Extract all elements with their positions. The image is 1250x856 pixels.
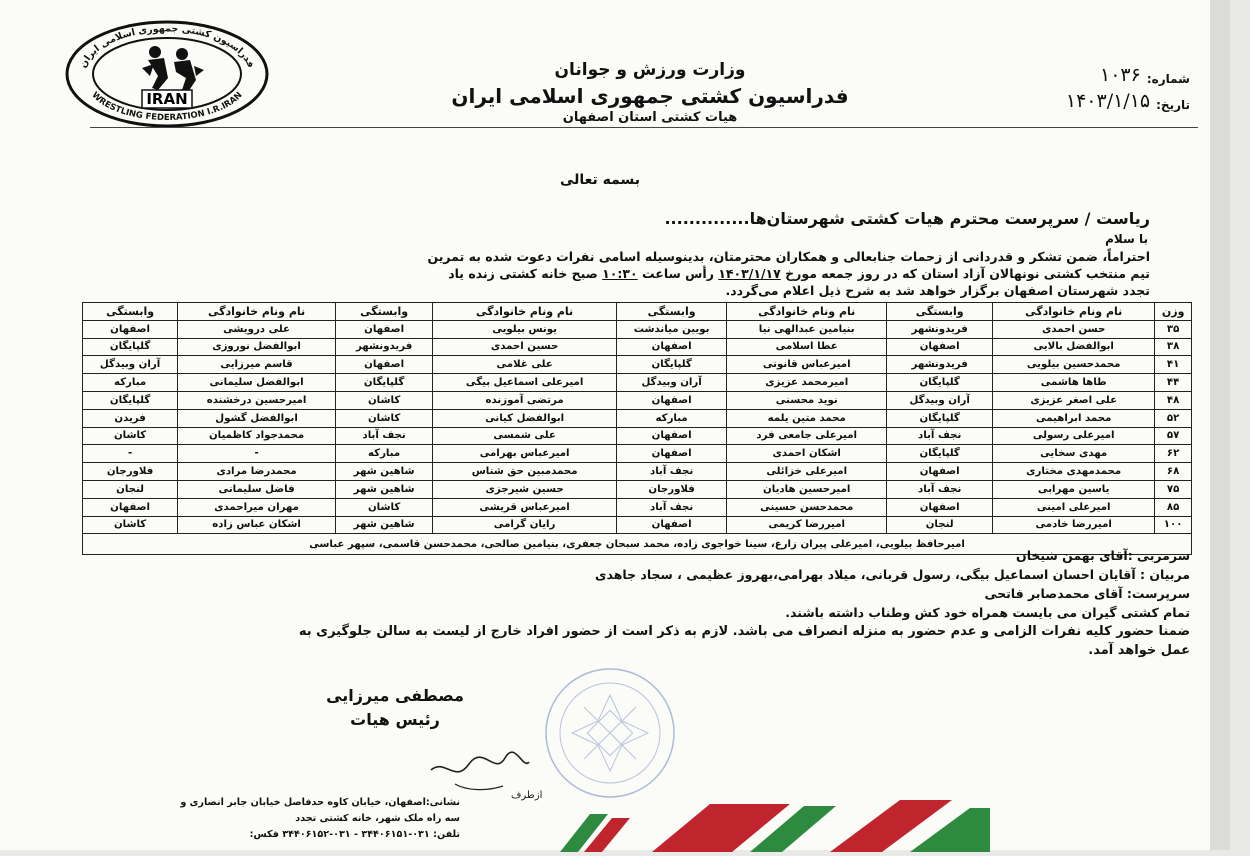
club-cell: کاشان [83, 427, 178, 445]
col-header: وابستگی [83, 303, 178, 321]
attendance-note-1: ضمنا حضور کلیه نفرات الزامی و عدم حضور به منزله انصراف می باشد. لازم به ذکر است از حضور افراد خارج از لیست به سالن جلوگیری به [298, 624, 1190, 639]
name-cell: امیرحسین هادیان [727, 480, 887, 498]
club-cell: فریدونشهر [335, 338, 432, 356]
club-cell: نجف آباد [616, 463, 726, 481]
name-cell: علی درویشی [178, 320, 336, 338]
club-cell: مبارکه [616, 409, 726, 427]
address-line-1: نشانی:اصفهان، خیابان کاوه حدفاصل خیابان جابر انصاری و [180, 797, 460, 808]
table-header-row [83, 303, 1192, 321]
club-cell: اصفهان [335, 320, 432, 338]
number-row [970, 60, 1190, 86]
roster-body [83, 320, 1192, 534]
club-cell: گلپایگان [887, 374, 993, 392]
club-cell: نجف آباد [887, 480, 993, 498]
attendance-note-2: عمل خواهد آمد. [1088, 643, 1190, 658]
club-cell: گلپایگان [887, 445, 993, 463]
name-cell: یاسین مهرابی [993, 480, 1155, 498]
table-row [83, 356, 1192, 374]
name-cell: محمدجواد کاظمیان [178, 427, 336, 445]
club-cell: گلپایگان [616, 356, 726, 374]
greeting: با سلام [1105, 232, 1148, 246]
paragraph-line-2 [50, 265, 1150, 282]
board-title: هیات کشتی استان اصفهان [562, 110, 738, 125]
letter-meta [970, 60, 1190, 112]
name-cell: محمد متین یلمه [727, 409, 887, 427]
name-cell: رایان گرامی [433, 516, 617, 534]
date-label: تاریخ: [1156, 98, 1190, 112]
roster-table [82, 302, 1192, 555]
name-cell: ابوالفضل نوروزی [178, 338, 336, 356]
name-cell: محمدرضا مرادی [178, 463, 336, 481]
bismillah: بسمه تعالی [559, 172, 641, 188]
date-row [970, 86, 1190, 112]
weight-cell: ۴۸ [1155, 391, 1192, 409]
signer-name: مصطفی میرزایی [326, 686, 464, 705]
club-cell: اصفهان [616, 445, 726, 463]
session-date: ۱۴۰۳/۱/۱۷ [718, 266, 781, 281]
club-cell: اصفهان [335, 356, 432, 374]
head-coach: سرمربی :آقای بهمن شیخان [1016, 548, 1190, 563]
name-cell: ابوالفضل گشول [178, 409, 336, 427]
name-cell: اشکان عباس زاده [178, 516, 336, 534]
club-cell: اصفهان [83, 498, 178, 516]
table-row [83, 338, 1192, 356]
club-cell: فریدن [83, 409, 178, 427]
addressee: ریاست / سرپرست محترم هیات کشتی شهرستان‌ها.............. [664, 209, 1150, 228]
club-cell: گلپایگان [83, 391, 178, 409]
table-row [83, 391, 1192, 409]
table-row [83, 374, 1192, 392]
name-cell: امیرعلی اسماعیل بیگی [433, 374, 617, 392]
name-cell: امیرحسین درخشنده [178, 391, 336, 409]
federation-title: فدراسیون کشتی جمهوری اسلامی ایران [451, 84, 849, 108]
name-cell: امیررضا کریمی [727, 516, 887, 534]
weight-cell: ۵۷ [1155, 427, 1192, 445]
paragraph-line-2-b: رأس ساعت [637, 266, 719, 281]
name-cell: حسین شیرجزی [433, 480, 617, 498]
name-cell: مهدی سخایی [993, 445, 1155, 463]
club-cell: اصفهان [83, 320, 178, 338]
name-cell: محمدحسین بیلویی [993, 356, 1155, 374]
club-cell: فلاورجان [616, 480, 726, 498]
club-cell: کاشان [335, 498, 432, 516]
address-line-2: سه راه ملک شهر، خانه کشتی تجدد [295, 813, 460, 824]
name-cell: امیرعباس قانونی [727, 356, 887, 374]
signer-title: رئیس هیات [350, 710, 440, 729]
club-cell: فریدونشهر [887, 356, 993, 374]
name-cell: محمد ابراهیمی [993, 409, 1155, 427]
club-cell: مبارکه [83, 374, 178, 392]
name-cell: بنیامین عبدالهی نیا [727, 320, 887, 338]
club-cell: اصفهان [616, 427, 726, 445]
name-cell: علی شمسی [433, 427, 617, 445]
name-cell: نوید محسنی [727, 391, 887, 409]
staff-section [30, 546, 1190, 660]
club-cell: گلپایگان [335, 374, 432, 392]
scan-edge [1210, 0, 1230, 850]
club-cell: بویین میاندشت [616, 320, 726, 338]
coaches: مربیان : آقایان احسان اسماعیل بیگی، رسول قربانی، میلاد بهرامی،بهروز عظیمی ، سجاد جاهدی [595, 567, 1190, 582]
name-cell: طاها هاشمی [993, 374, 1155, 392]
weight-cell: ۳۵ [1155, 320, 1192, 338]
number-label: شماره: [1146, 72, 1190, 86]
col-header: نام ونام خانوادگی [433, 303, 617, 321]
wrestlers-icon [142, 46, 204, 92]
name-cell: - [178, 445, 336, 463]
col-header: وزن [1155, 303, 1192, 321]
club-cell: کاشان [335, 391, 432, 409]
handwriting-text: ازطرف [511, 790, 543, 801]
table-row [83, 480, 1192, 498]
club-cell: آران وبیدگل [616, 374, 726, 392]
weight-cell: ۶۲ [1155, 445, 1192, 463]
club-cell: آران وبیدگل [83, 356, 178, 374]
name-cell: فاضل سلیمانی [178, 480, 336, 498]
club-cell: - [83, 445, 178, 463]
name-cell: ابوالفضل کیانی [433, 409, 617, 427]
name-cell: امیرعلی رسولی [993, 427, 1155, 445]
col-header: وابستگی [335, 303, 432, 321]
decorative-stripes [560, 792, 990, 856]
official-stamp [542, 665, 678, 801]
name-cell: حسن احمدی [993, 320, 1155, 338]
table-row [83, 427, 1192, 445]
number-value: ۱۰۳۶ [1100, 64, 1141, 86]
federation-logo [62, 18, 272, 130]
weight-cell: ۴۱ [1155, 356, 1192, 374]
name-cell: امیرعباس بهرامی [433, 445, 617, 463]
table-row [83, 320, 1192, 338]
name-cell: مرتضی آموزنده [433, 391, 617, 409]
club-cell: اصفهان [616, 338, 726, 356]
paragraph-line-2-c: صبح خانه کشتی زنده یاد [448, 266, 603, 281]
table-row [83, 516, 1192, 534]
name-cell: یونس بیلویی [433, 320, 617, 338]
club-cell: اصفهان [887, 463, 993, 481]
club-cell: نجف آباد [887, 427, 993, 445]
col-header: نام ونام خانوادگی [178, 303, 336, 321]
supervisor: سرپرست: آقای محمدصابر فاتحی [984, 586, 1190, 601]
weight-cell: ۷۵ [1155, 480, 1192, 498]
col-header: وابستگی [887, 303, 993, 321]
name-cell: علی اصغر عزیزی [993, 391, 1155, 409]
name-cell: مهران میراحمدی [178, 498, 336, 516]
address-line-3: تلفن: ۰۳۱-۳۴۴۰۶۱۵۱ - ۰۳۱-۳۴۴۰۶۱۵۲ فکس: [249, 829, 460, 840]
ministry-title: وزارت ورزش و جوانان [554, 60, 746, 80]
weight-cell: ۱۰۰ [1155, 516, 1192, 534]
weight-cell: ۸۵ [1155, 498, 1192, 516]
session-time: ۱۰:۳۰ [602, 266, 638, 281]
name-cell: امیرعلی جامعی فرد [727, 427, 887, 445]
letter-paragraph [50, 248, 1150, 299]
club-cell: شاهین شهر [335, 516, 432, 534]
club-cell: نجف آباد [335, 427, 432, 445]
club-cell: فریدونشهر [887, 320, 993, 338]
paragraph-line-3: تجدد شهرستان اصفهان برگزار خواهد شد به شرح ذیل اعلام می‌گردد. [725, 283, 1150, 298]
club-cell: گلپایگان [83, 338, 178, 356]
club-cell: نجف آباد [616, 498, 726, 516]
table-row [83, 498, 1192, 516]
name-cell: امیررضا خادمی [993, 516, 1155, 534]
logo-center-text: IRAN [146, 90, 188, 108]
weight-cell: ۳۸ [1155, 338, 1192, 356]
additional-invitees: امیرحافظ بیلویی، امیرعلی پیران زارع، سینا خواجوی زاده، محمد سبحان جعفری، بنیامین صالحی، محمدحسن قاسمی، سپهر عباسی [83, 534, 1192, 555]
name-cell: امیرعباس قریشی [433, 498, 617, 516]
club-cell: اصفهان [616, 516, 726, 534]
weight-cell: ۴۴ [1155, 374, 1192, 392]
name-cell: محمدمبین حق شناس [433, 463, 617, 481]
table-row [83, 463, 1192, 481]
club-cell: فلاورجان [83, 463, 178, 481]
svg-text:فدراسیون کشتی جمهوری اسلامی ای [78, 23, 256, 69]
name-cell: ابوالفضل سلیمانی [178, 374, 336, 392]
col-header: وابستگی [616, 303, 726, 321]
name-cell: امیرمحمد عزیزی [727, 374, 887, 392]
col-header: نام ونام خانوادگی [993, 303, 1155, 321]
paragraph-line-1: احتراماً، ضمن تشکر و قدردانی از زحمات جنابعالی و همکاران محترمتان، بدینوسیله اسامی نفرات دعوت شده به تمرین [427, 249, 1150, 264]
club-cell: کاشان [335, 409, 432, 427]
name-cell: ابوالفضل بالایی [993, 338, 1155, 356]
club-cell: شاهین شهر [335, 463, 432, 481]
name-cell: حسین احمدی [433, 338, 617, 356]
signature-block [305, 684, 485, 732]
club-cell: اصفهان [887, 338, 993, 356]
club-cell: شاهین شهر [335, 480, 432, 498]
address-block [80, 795, 460, 843]
club-cell: کاشان [83, 516, 178, 534]
name-cell: امیرعلی خزائلی [727, 463, 887, 481]
col-header: نام ونام خانوادگی [727, 303, 887, 321]
logo-ring-text: فدراسیون کشتی جمهوری اسلامی ایران [77, 23, 257, 70]
name-cell: قاسم میرزایی [178, 356, 336, 374]
date-value: ۱۴۰۳/۱/۱۵ [1065, 90, 1151, 112]
club-cell: اصفهان [616, 391, 726, 409]
club-cell: لنجان [887, 516, 993, 534]
logo-bottom-text: WRESTLING FEDERATION I.R.IRAN [89, 90, 245, 124]
club-cell: مبارکه [335, 445, 432, 463]
weight-cell: ۵۲ [1155, 409, 1192, 427]
name-cell: اشکان احمدی [727, 445, 887, 463]
table-row [83, 445, 1192, 463]
name-cell: محمدحسن حسینی [727, 498, 887, 516]
weight-cell: ۶۸ [1155, 463, 1192, 481]
name-cell: علی غلامی [433, 356, 617, 374]
name-cell: امیرعلی امینی [993, 498, 1155, 516]
name-cell: عطا اسلامی [727, 338, 887, 356]
name-cell: محمدمهدی مختاری [993, 463, 1155, 481]
club-cell: آران وبیدگل [887, 391, 993, 409]
equipment-note: تمام کشتی گیران می بایست همراه خود کش وطناب داشته باشند. [785, 605, 1190, 620]
paragraph-line-2-a: تیم منتخب کشتی نونهالان آزاد استان که در روز جمعه مورخ [780, 266, 1150, 281]
club-cell: لنجان [83, 480, 178, 498]
table-row [83, 409, 1192, 427]
club-cell: اصفهان [887, 498, 993, 516]
club-cell: گلپایگان [887, 409, 993, 427]
header-divider [90, 127, 1198, 128]
